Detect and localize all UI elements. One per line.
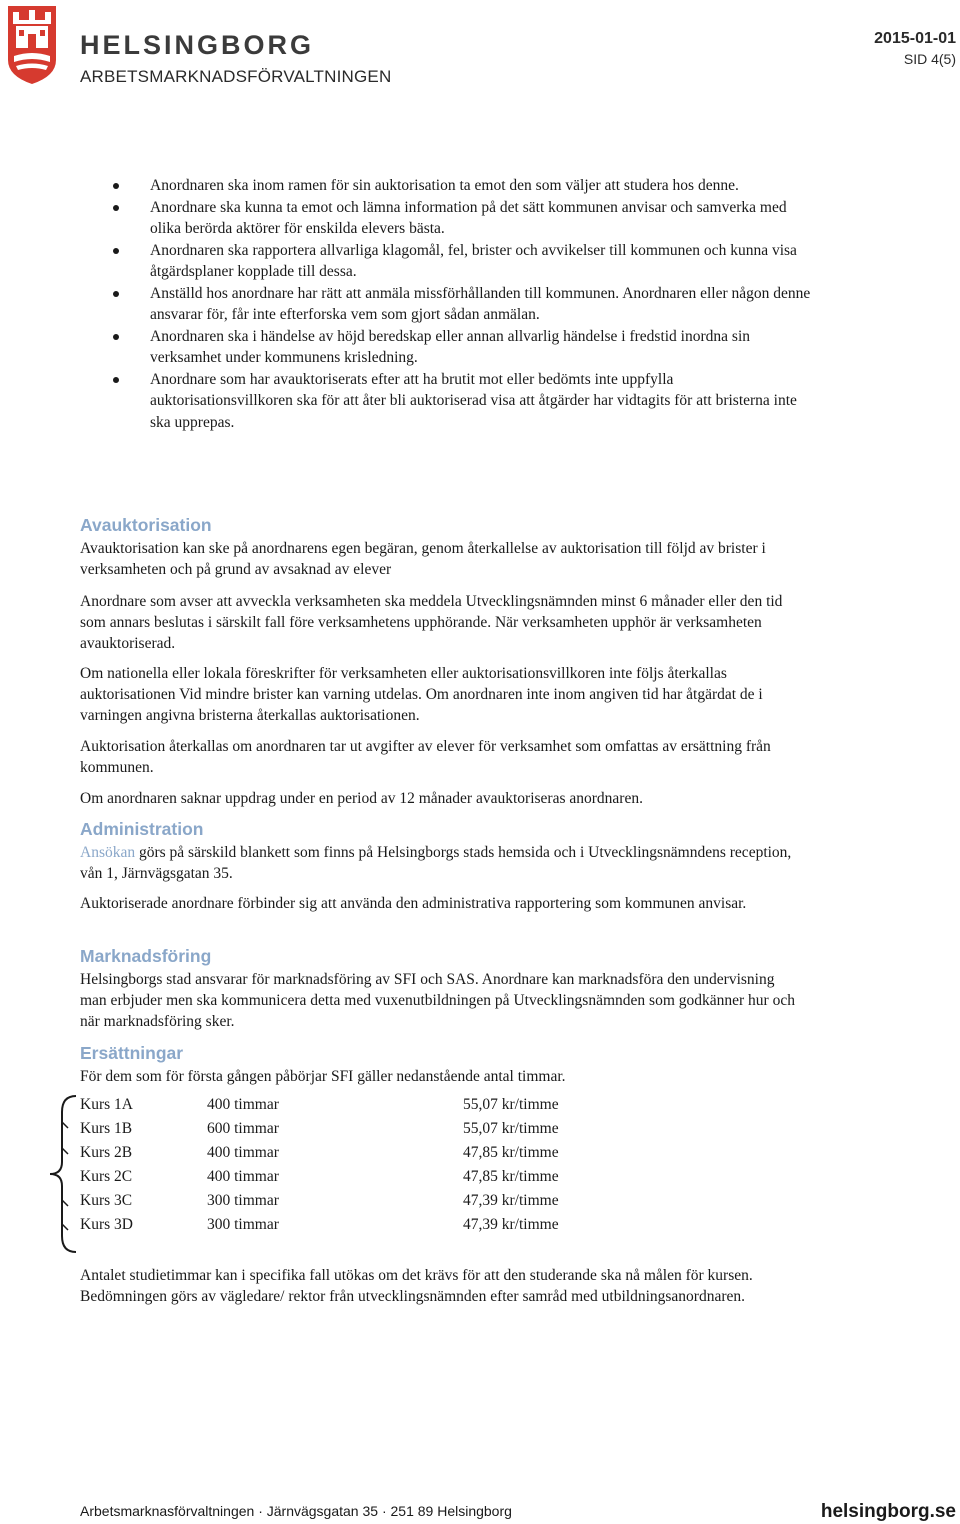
- course-cell: Kurs 2C: [80, 1168, 133, 1185]
- hours-cell: 400 timmar: [207, 1144, 279, 1161]
- paragraph: För dem som för första gången påbörjar SFI gäller nedanstående antal timmar.: [80, 1068, 566, 1085]
- hours-cell: 300 timmar: [207, 1192, 279, 1209]
- bullet-icon: [113, 248, 119, 254]
- table-row: [0, 1096, 960, 1120]
- heading-ersattningar: Ersättningar: [80, 1043, 184, 1063]
- rate-cell: 55,07 kr/timme: [463, 1096, 559, 1113]
- course-cell: Kurs 1B: [80, 1120, 133, 1137]
- hours-cell: 400 timmar: [207, 1168, 279, 1185]
- table-row: [0, 1168, 960, 1192]
- table-row: [0, 1120, 960, 1144]
- table-row: [0, 1216, 960, 1240]
- table-row: [0, 1144, 960, 1168]
- brand-name: HELSINGBORG: [80, 30, 315, 60]
- bullet-icon: [113, 183, 119, 189]
- list-item: Anordnare ska kunna ta emot och lämna information på det sätt kommunen anvisar och samverka med olika berörda aktörer för enskilda elevers bästa.: [80, 197, 820, 240]
- bullet-icon: [113, 291, 119, 297]
- department-name: ARBETSMARKNADSFÖRVALTNINGEN: [80, 67, 392, 86]
- list-item: Anordnare som har avauktoriserats efter att ha brutit mot eller bedömts inte uppfylla auktorisationsvillkoren ska för att åter bli auktoriserad visa att åtgärder har vidtagits för att bristerna inte ska upprepas.: [80, 369, 820, 434]
- page-number: SID 4(5): [903, 51, 956, 67]
- footer-website[interactable]: helsingborg.se: [820, 1501, 956, 1522]
- table-row: [0, 1192, 960, 1216]
- hours-cell: 600 timmar: [207, 1120, 279, 1137]
- course-table: [0, 1096, 960, 1240]
- paragraph: Ansökan görs på särskild blankett som finns på Helsingborgs stads hemsida och i Utvecklingsnämndens reception, vån 1, Järnvägsgatan 35.: [80, 844, 792, 882]
- bullet-icon: [113, 205, 119, 211]
- rate-cell: 47,39 kr/timme: [463, 1192, 559, 1209]
- document-date: 2015-01-01: [874, 30, 956, 47]
- requirements-list: [80, 175, 820, 433]
- bullet-icon: [113, 334, 119, 340]
- course-cell: Kurs 2B: [80, 1144, 133, 1161]
- list-item: Anordnaren ska inom ramen för sin auktorisation ta emot den som väljer att studera hos denne.: [80, 175, 820, 197]
- rate-cell: 47,39 kr/timme: [463, 1216, 559, 1233]
- paragraph: Antalet studietimmar kan i specifika fall utökas om det krävs för att den studerande ska nå målen för kursen. Bedömningen görs av vägledare/ rektor från utvecklingsnämnden efter samråd med utbildningsanordnaren.: [80, 1267, 753, 1305]
- course-cell: Kurs 3C: [80, 1192, 133, 1209]
- list-item: Anordnaren ska rapportera allvarliga klagomål, fel, brister och avvikelser till kommunen och kunna visa åtgärdsplaner kopplade till dessa.: [80, 240, 820, 283]
- footer-address: Arbetsmarknasförvaltningen · Järnvägsgatan 35 · 251 89 Helsingborg: [80, 1503, 512, 1519]
- hours-cell: 300 timmar: [207, 1216, 279, 1233]
- heading-administration: Administration: [80, 819, 204, 839]
- list-item: Anordnaren ska i händelse av höjd beredskap eller annan allvarlig händelse i fredstid inordna sin verksamhet under kommunens krisledning.: [80, 326, 820, 369]
- list-item: Anställd hos anordnare har rätt att anmäla missförhållanden till kommunen. Anordnaren eller någon denne ansvarar för, får inte efterforska vem som gjort sådan anmälan.: [80, 283, 820, 326]
- rate-cell: 55,07 kr/timme: [463, 1120, 559, 1137]
- paragraph: Anordnare som avser att avveckla verksamheten ska meddela Utvecklingsnämnden minst 6 månader eller den tid som annars beslutas i särskilt fall före verksamhetens upphörande. När verksamheten upphör är verksamheten avauktoriserad.: [80, 593, 783, 652]
- paragraph: Auktoriserade anordnare förbinder sig att använda den administrativa rapportering som kommunen anvisar.: [80, 895, 747, 912]
- heading-marknadsforing: Marknadsföring: [80, 946, 212, 966]
- ansokan-link[interactable]: Ansökan: [80, 844, 136, 861]
- heading-avauktorisation: Avauktorisation: [80, 515, 212, 535]
- paragraph: Om anordnaren saknar uppdrag under en period av 12 månader avauktoriseras anordnaren.: [80, 790, 643, 807]
- hours-cell: 400 timmar: [207, 1096, 279, 1113]
- course-cell: Kurs 1A: [80, 1096, 133, 1113]
- helsingborg-crest-icon: [4, 4, 60, 86]
- course-cell: Kurs 3D: [80, 1216, 133, 1233]
- rate-cell: 47,85 kr/timme: [463, 1144, 559, 1161]
- paragraph: Auktorisation återkallas om anordnaren tar ut avgifter av elever för verksamhet som omfattas av ersättning från kommunen.: [80, 738, 771, 776]
- rate-cell: 47,85 kr/timme: [463, 1168, 559, 1185]
- bullet-icon: [113, 377, 119, 383]
- paragraph: Helsingborgs stad ansvarar för marknadsföring av SFI och SAS. Anordnare kan marknadsföra den undervisning man erbjuder men ska kommunicera detta med vuxenutbildningen på Utvecklingsnämnden som godkänner hur och när marknadsföring sker.: [80, 971, 795, 1030]
- paragraph: Avauktorisation kan ske på anordnarens egen begäran, genom återkallelse av auktorisation till följd av brister i verksamheten och på grund av avsaknad av elever: [80, 540, 766, 578]
- paragraph: Om nationella eller lokala föreskrifter för verksamheten eller auktorisationsvillkoren inte följs återkallas auktorisationen Vid mindre brister kan varning utdelas. Om anordnaren inte inom angiven tid har åtgärdat de i varningen angivna bristerna återkallas auktorisationen.: [80, 665, 763, 724]
